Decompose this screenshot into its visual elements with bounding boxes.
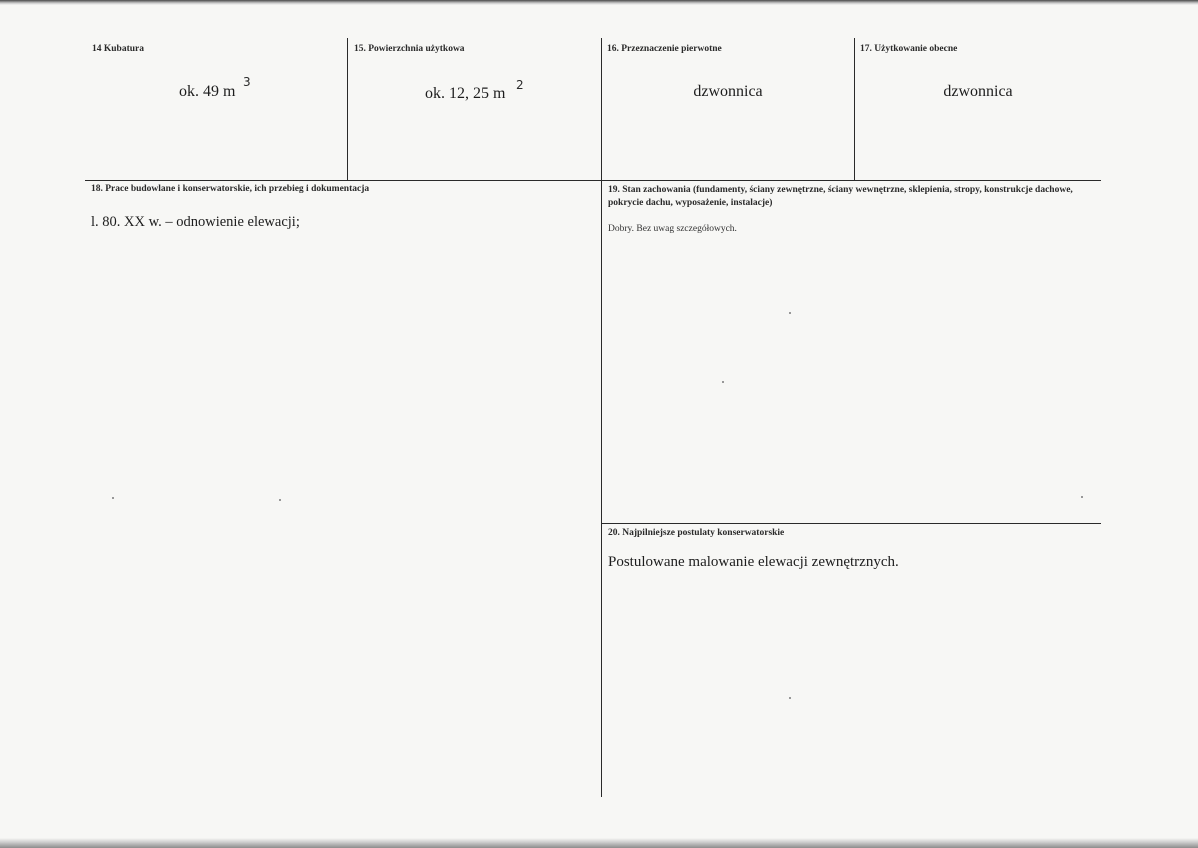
divider-16-17 xyxy=(854,38,855,181)
field-15-label: 15. Powierzchnia użytkowa xyxy=(354,44,465,54)
divider-18-19 xyxy=(601,181,602,797)
field-19-label: 19. Stan zachowania (fundamenty, ściany zewnętrzne, ściany wewnętrzne, sklepienia, stropy, konstrukcje dachowe, pokrycie dachu, wyposażenie, instalacje) xyxy=(608,185,1073,208)
field-16-value: dzwonnica xyxy=(693,83,763,100)
field-14-superscript: 3 xyxy=(243,75,251,89)
scan-speck xyxy=(722,381,724,383)
divider-14-15 xyxy=(347,38,348,181)
field-17-value: dzwonnica xyxy=(943,83,1013,100)
field-18-label: 18. Prace budowlane i konserwatorskie, ich przebieg i dokumentacja xyxy=(91,184,370,194)
scan-edge-top xyxy=(0,0,1198,5)
top-row-bottom-border xyxy=(85,180,1101,181)
scan-speck xyxy=(112,497,114,499)
field-20-value: Postulowane malowanie elewacji zewnętrznych. xyxy=(608,554,899,570)
field-15-value-text: ok. 12, 25 m xyxy=(425,85,506,102)
field-15-superscript: 2 xyxy=(516,78,524,92)
field-14-value xyxy=(179,82,235,102)
field-14-label: 14 Kubatura xyxy=(92,44,144,54)
field-19-value: Dobry. Bez uwag szczegółowych. xyxy=(608,224,737,234)
divider-15-16 xyxy=(601,38,602,181)
field-17-label: 17. Użytkowanie obecne xyxy=(860,44,958,54)
scan-edge-bottom xyxy=(0,838,1198,848)
scan-speck xyxy=(789,697,791,699)
field-18-value: l. 80. XX w. – odnowienie elewacji; xyxy=(91,214,300,230)
scan-speck xyxy=(279,499,281,501)
scan-speck xyxy=(1081,496,1083,498)
field-16-label: 16. Przeznaczenie pierwotne xyxy=(607,44,722,54)
field-14-value-text: ok. 49 m xyxy=(179,83,236,100)
scan-speck xyxy=(789,312,791,314)
field-15-value xyxy=(425,84,505,104)
field-20-label: 20. Najpilniejsze postulaty konserwatorskie xyxy=(608,528,785,538)
divider-19-20 xyxy=(601,523,1101,524)
